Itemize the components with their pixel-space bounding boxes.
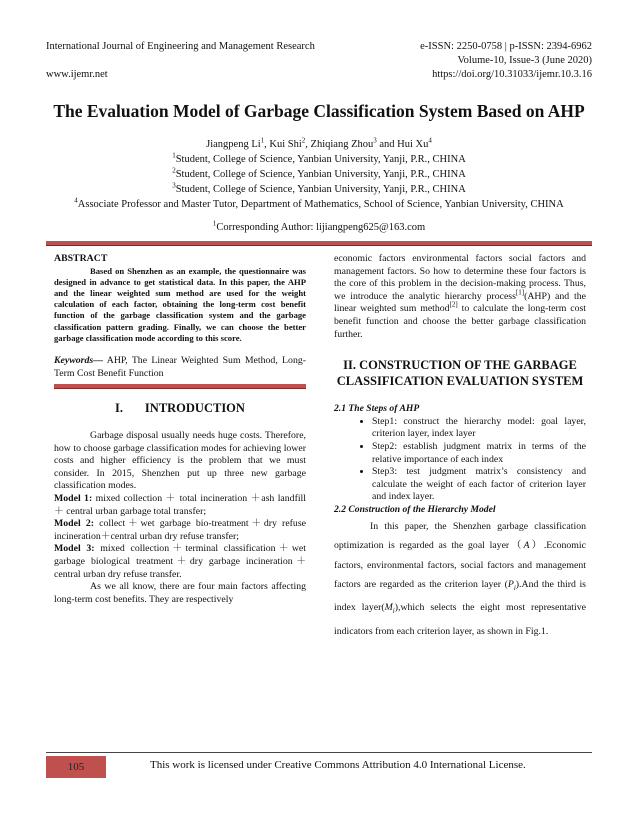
license-text: This work is licensed under Creative Commons Attribution 4.0 International License. bbox=[150, 759, 526, 771]
intro-paragraph-1: Garbage disposal usually needs huge costs. Therefore, how to choose garbage classification modes for achieving lower costs and higher efficiency is the problem that we must consider. In 2015, Shenzhen put up three new garbage classification modes. bbox=[54, 430, 306, 492]
paper-title: The Evaluation Model of Garbage Classification System Based on AHP bbox=[53, 101, 585, 121]
list-item: • Step1: construct the hierarchy model: goal layer, criterion layer, index layer bbox=[372, 416, 586, 441]
left-column bbox=[54, 253, 306, 380]
right-paragraph-1: economic factors environmental factors social factors and management factors. So how to determine these four factors is the core of this problem in the decision-making process. Thus, we introduce the analytic hierarchy process[1](AHP) and the linear weighted sum method[2] to calculate the long-term cost benefit function and choose the better garbage classification further. bbox=[334, 253, 586, 340]
journal-name: International Journal of Engineering and Management Research bbox=[46, 41, 315, 52]
model-2: Model 2: collect＋wet garbage bio-treatment＋dry refuse incineration＋central urban dry refuse transfer; bbox=[54, 518, 306, 542]
affiliation-4: $^4$Associate Professor and Master Tutor, Department of Mathematics, School of Science, Yanbian University, CHINA bbox=[74, 196, 564, 210]
doi-link[interactable]: https://doi.org/10.31033/ijemr.10.3.16 bbox=[432, 69, 592, 80]
subsection-2-2: 2.2 Construction of the Hierarchy Model bbox=[334, 503, 496, 515]
abstract-text: Based on Shenzhen as an example, the questionnaire was designed in advance to get statistical data. In this paper, the AHP and the linear weighted sum method are used for the weight calculation of each factor, obtaining the long-term cost benefit function of the garbage classification system and the garbage classification pattern grading. Finally, we can choose the better garbage classification mode according to this score. bbox=[54, 265, 306, 343]
section-heading-introduction: I. INTRODUCTION bbox=[115, 401, 245, 415]
model-1: Model 1: mixed collection ＋ total incineration ＋ash landfill ＋ central urban garbage total transfer; bbox=[54, 492, 306, 517]
right-column bbox=[334, 253, 586, 641]
right-paragraph-2: In this paper, the Shenzhen garbage classification optimization is regarded as the goal layer（A）.Economic factors, environmental factors, social factors and management factors are regarded as the criterion layer $(P_i).And$ the third is index $layer(M_i),which$ selects the eight most representative indicators from each criterion layer, as shown in Fig.1. bbox=[334, 520, 586, 637]
abstract-heading: ABSTRACT bbox=[54, 253, 108, 264]
left-divider-rule bbox=[54, 384, 306, 389]
steps-list bbox=[334, 416, 586, 504]
model-3: Model 3: mixed collection＋terminal classification＋wet garbage biological treatment＋dry garbage incineration＋central urban dry refuse transfer. bbox=[54, 543, 306, 580]
introduction-section bbox=[54, 400, 306, 606]
affiliation-2: $^2$Student, College of Science, Yanbian University, Yanji, P.R., CHINA bbox=[172, 166, 466, 180]
journal-website-link[interactable]: www.ijemr.net bbox=[46, 69, 108, 80]
affiliation-1: $^1$Student, College of Science, Yanbian University, Yanji, P.R., CHINA bbox=[172, 151, 466, 165]
issn: e-ISSN: 2250-0758 | p-ISSN: 2394-6962 bbox=[420, 41, 592, 52]
corresponding-author: $^1$Corresponding Author: lijiangpeng625@163.com bbox=[212, 219, 426, 233]
page-number: 105 bbox=[46, 756, 106, 778]
author-block bbox=[0, 137, 638, 235]
section-heading-construction: II. CONSTRUCTION OF THE GARBAGE CLASSIFICATION EVALUATION SYSTEM bbox=[336, 358, 584, 389]
author-names: Jiangpeng Li$^1$, Kui Shi$^2$, Zhiqiang Zhou$^3$ and Hui Xu$^4$ bbox=[206, 136, 432, 150]
keywords: Keywords— AHP, The Linear Weighted Sum Method, Long-Term Cost Benefit Function bbox=[54, 355, 306, 379]
list-item: • Step2: establish judgment matrix in terms of the relative importance of each index bbox=[372, 441, 586, 466]
divider-rule bbox=[46, 241, 592, 246]
affiliation-3: $^3$Student, College of Science, Yanbian University, Yanji, P.R., CHINA bbox=[172, 181, 466, 195]
footer-rule bbox=[46, 752, 592, 753]
intro-paragraph-2: As we all know, there are four main factors affecting long-term cost benefits. They are respectively bbox=[54, 581, 306, 605]
list-item: • Step3: test judgment matrix’s consistency and calculate the weight of each factor of criterion layer and index layer. bbox=[372, 466, 586, 504]
volume-issue: Volume-10, Issue-3 (June 2020) bbox=[457, 55, 592, 66]
subsection-2-1: 2.1 The Steps of AHP bbox=[334, 403, 420, 415]
